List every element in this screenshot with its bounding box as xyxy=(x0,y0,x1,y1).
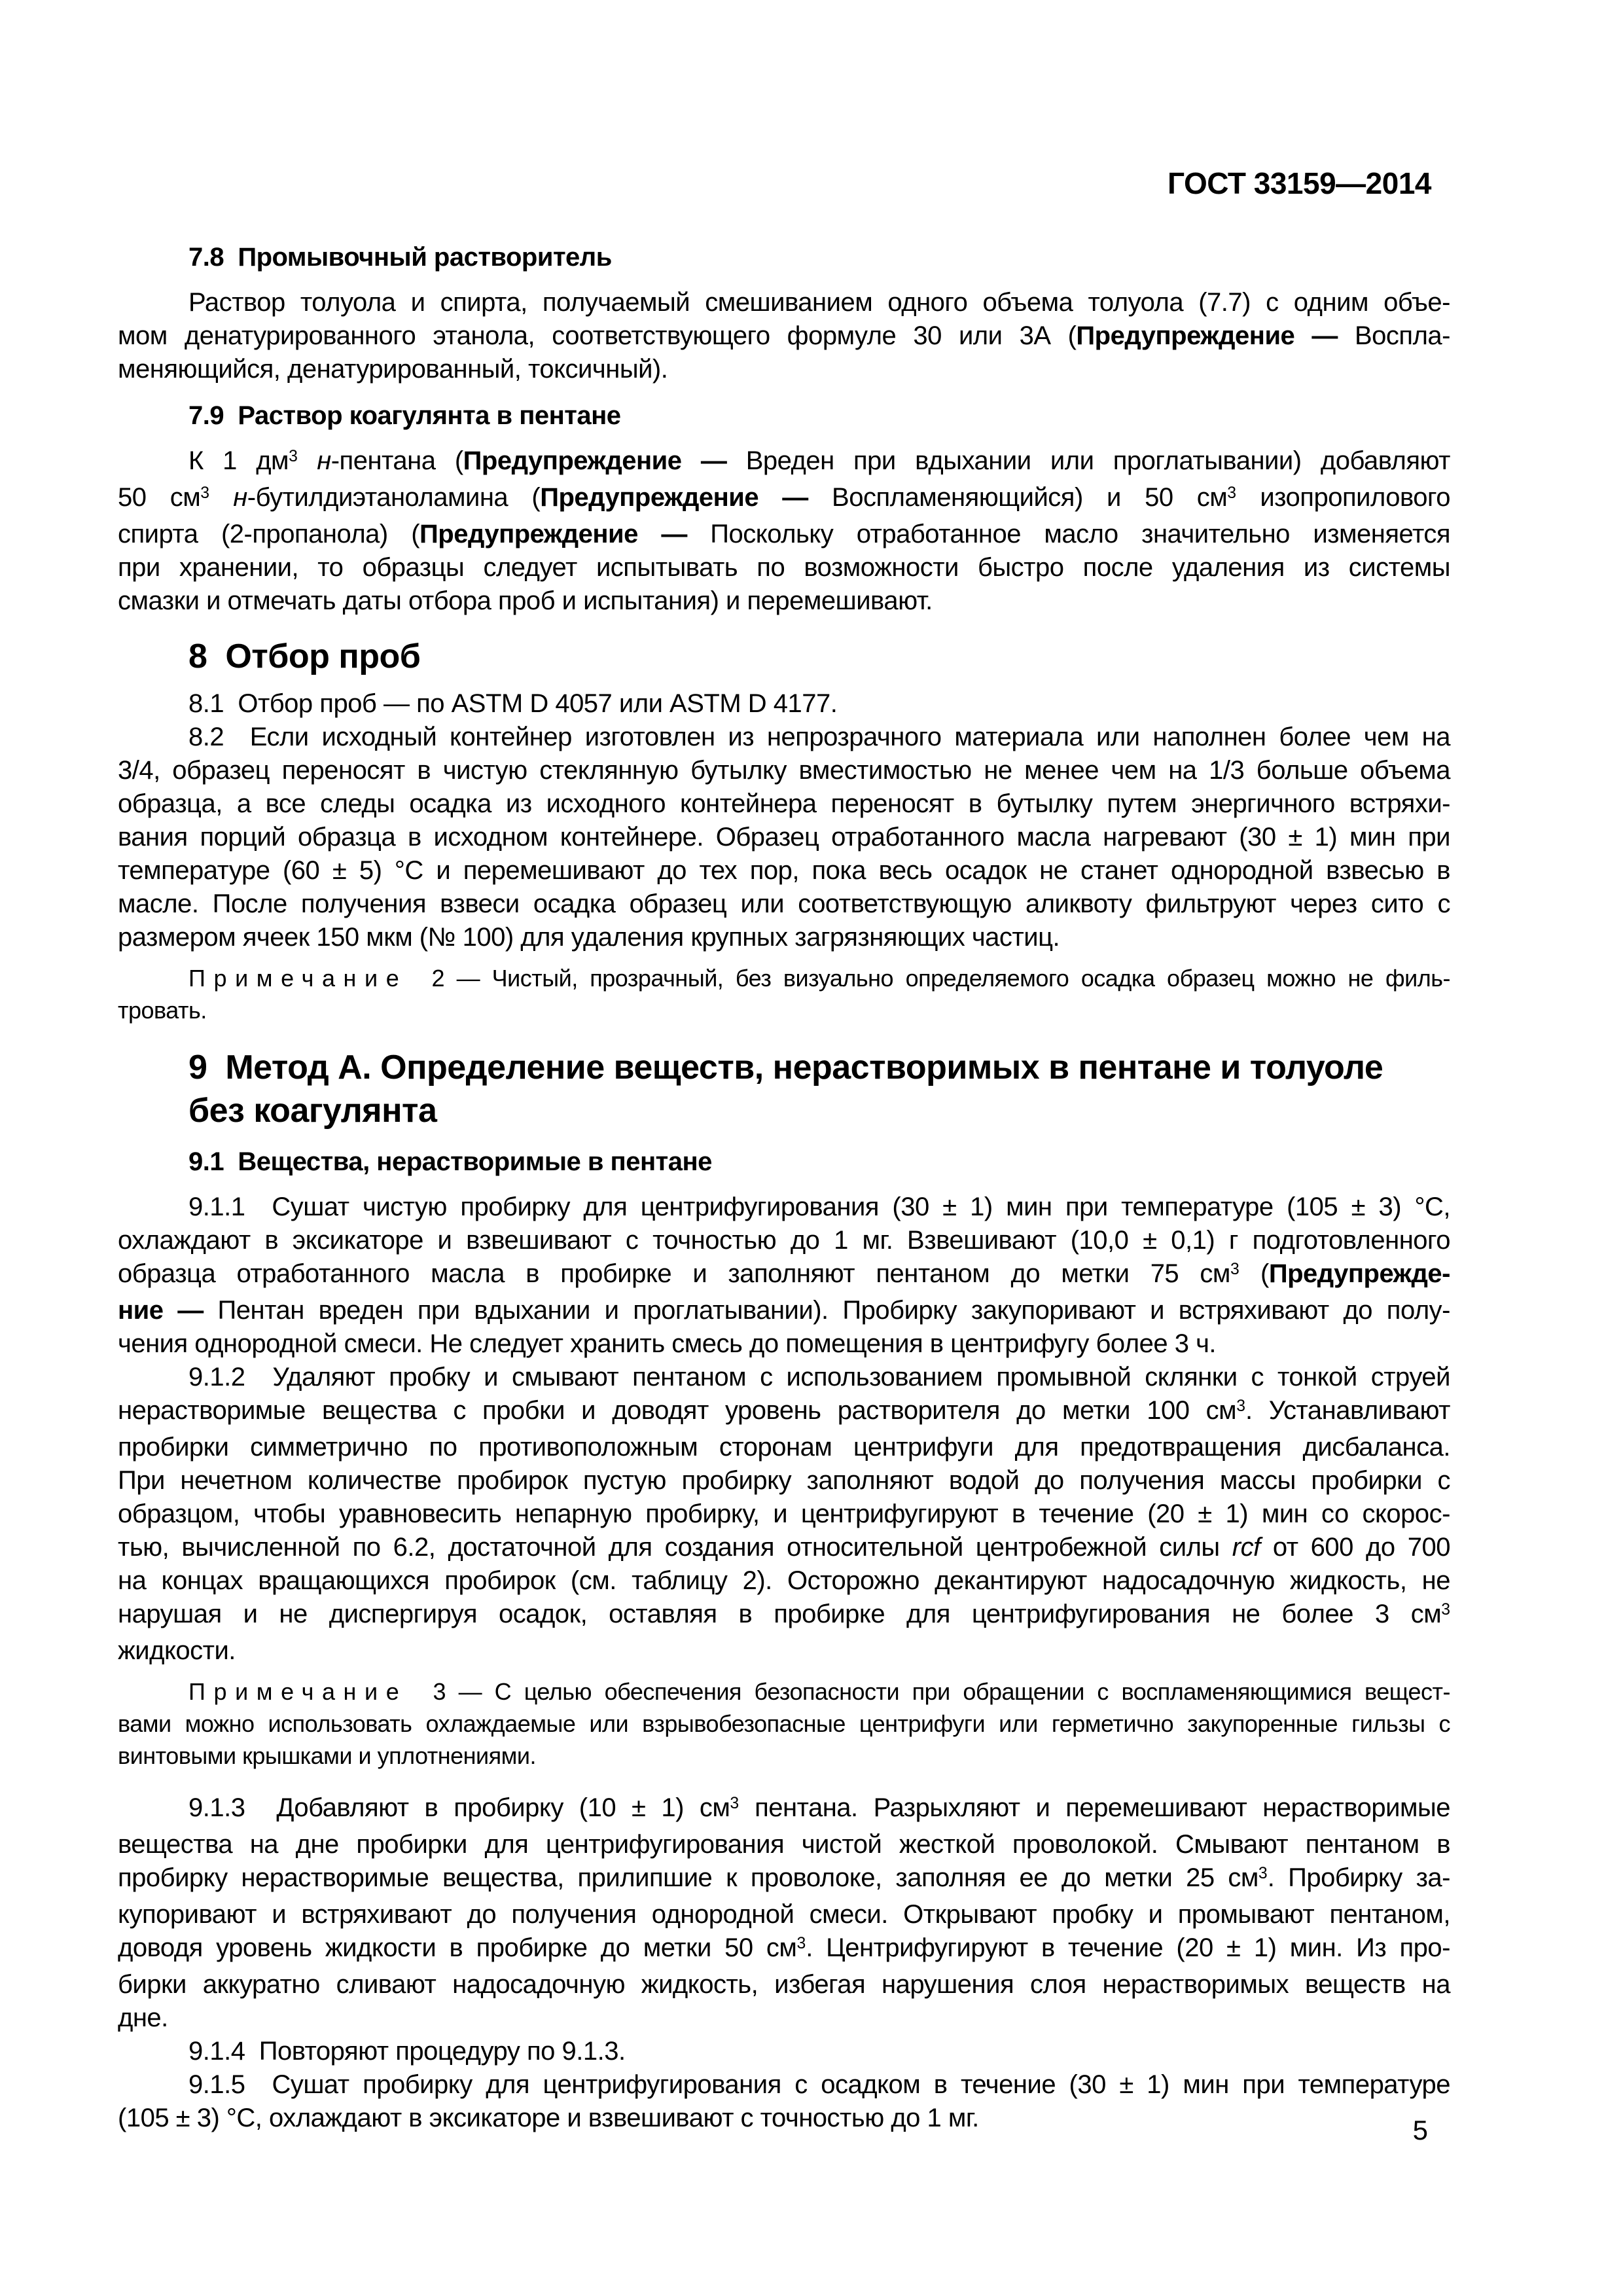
text-run: Предупреждение — xyxy=(419,520,687,548)
text-line xyxy=(118,721,1450,754)
text-run: 3 xyxy=(1258,1864,1268,1882)
document-code: ГОСТ 33159—2014 xyxy=(1168,166,1431,200)
para-9-1-5 xyxy=(118,2068,1450,2135)
text-run: ( xyxy=(1239,1259,1269,1288)
text-run: 9.1.3 Добавляют в пробирку (10 ± 1) см xyxy=(188,1793,730,1822)
text-run: -пентана ( xyxy=(330,446,463,475)
text-line xyxy=(118,481,1450,518)
text-run: изопропилового xyxy=(1236,483,1450,512)
text-run: 8 Отбор проб xyxy=(188,637,421,675)
text-run: 50 см xyxy=(118,483,201,512)
text-run: 9.1 Вещества, нерастворимые в пентане xyxy=(188,1147,712,1176)
text-run: Примечание xyxy=(188,1678,408,1705)
text-line xyxy=(118,584,1450,618)
text-run: охлаждают в эксикаторе и взвешивают с точностью до 1 мг. Взвешивают (10,0 ± 0,1) г подготовленного xyxy=(118,1226,1450,1255)
text-line xyxy=(118,1564,1450,1598)
text-line xyxy=(118,821,1450,854)
text-line xyxy=(118,2001,1450,2035)
text-line xyxy=(118,1931,1450,1968)
text-run: тровать. xyxy=(118,997,207,1024)
para-7-8 xyxy=(118,286,1450,386)
text-line xyxy=(118,1464,1450,1498)
text-run: 9.1.2 Удаляют пробку и смывают пентаном с использованием промывной склянки с тонкой струей xyxy=(188,1363,1450,1391)
text-run: бирки аккуратно сливают надосадочную жидкость, избегая нарушения слоя нерастворимых веществ на xyxy=(118,1970,1450,1999)
text-run: Раствор толуола и спирта, получаемый смешиванием одного объема толуола (7.7) с одним объе- xyxy=(188,288,1450,317)
text-run: образцом, чтобы уравновесить непарную пробирку, и центрифугируют в течение (20 ± 1) мин со скорос- xyxy=(118,1499,1450,1528)
text-run: тью, вычисленной по 6.2, достаточной для создания относительной центробежной силы xyxy=(118,1533,1232,1562)
text-line xyxy=(118,319,1450,353)
chapter-8 xyxy=(118,635,1450,678)
text-run: 3/4, образец переносят в чистую стеклянную бутылку вместимостью не менее чем на 1/3 больше объема xyxy=(118,756,1450,785)
text-run: 9.1.4 Повторяют процедуру по 9.1.3. xyxy=(188,2037,626,2066)
text-line xyxy=(118,551,1450,584)
text-line xyxy=(118,1861,1450,1898)
text-run: Пентан вреден при вдыхании и проглатывании). Пробирку закупоривают и встряхивают до полу- xyxy=(203,1296,1450,1325)
text-run xyxy=(209,483,233,512)
text-line xyxy=(118,1294,1450,1327)
text-line xyxy=(118,1394,1450,1431)
para-9-1-3 xyxy=(118,1791,1450,2035)
text-line xyxy=(118,1740,1450,1772)
text-run: доводя уровень жидкости в пробирке до метки 50 см xyxy=(118,1933,797,1962)
text-line xyxy=(118,2068,1450,2102)
text-run: Воспла- xyxy=(1337,321,1450,350)
text-line xyxy=(118,1531,1450,1564)
text-line xyxy=(118,1828,1450,1861)
text-line xyxy=(118,1224,1450,1257)
para-7-9 xyxy=(118,444,1450,618)
text-run: нерастворимые вещества с пробки и доводят уровень растворителя до метки 100 см xyxy=(118,1396,1237,1425)
text-line xyxy=(118,444,1450,481)
text-run: Вреден при вдыхании или проглатывании) добавляют xyxy=(726,446,1450,475)
text-run: 2 — Чистый, прозрачный, без визуально определяемого осадка образец можно не филь- xyxy=(407,965,1450,992)
text-run: температуре (60 ± 5) °С и перемешивают до тех пор, пока весь осадок не станет однородной взвесью в xyxy=(118,856,1450,885)
text-line xyxy=(118,1676,1450,1708)
text-line xyxy=(118,888,1450,921)
text-run: вещества на дне пробирки для центрифугирования чистой жесткой проволокой. Смывают пентаном в xyxy=(118,1830,1450,1859)
text-run: Предупреждение — xyxy=(540,483,808,512)
text-line xyxy=(118,635,1450,678)
text-run: пробирки симметрично по противоположным сторонам центрифуги для предотвращения дисбаланса. xyxy=(118,1433,1450,1462)
text-run: нарушая и не диспергируя осадок, оставляя в пробирке для центрифугирования не более 3 см xyxy=(118,1600,1442,1628)
text-line xyxy=(118,921,1450,954)
text-run: 9.1.1 Сушат чистую пробирку для центрифугирования (30 ± 1) мин при температуре (105 ± 3) °С, xyxy=(188,1193,1450,1221)
text-run: чения однородной смеси. Не следует хранить смесь до помещения в центрифугу более 3 ч. xyxy=(118,1329,1217,1358)
text-run: н xyxy=(233,483,247,512)
text-run: масле. После получения взвеси осадка образец или соответствующую аликвоту фильтруют через сито с xyxy=(118,889,1450,918)
text-line xyxy=(118,1361,1450,1394)
text-run: размером ячеек 150 мкм (№ 100) для удаления крупных загрязняющих частиц. xyxy=(118,923,1060,952)
text-run: 3 xyxy=(200,484,210,502)
text-run: 3 xyxy=(730,1794,740,1812)
para-8-2 xyxy=(118,721,1450,954)
text-line xyxy=(118,399,1450,433)
text-run: без коагулянта xyxy=(188,1092,437,1130)
text-run: -бутилдиэтаноламина ( xyxy=(247,483,541,512)
text-run: . Пробирку за- xyxy=(1267,1863,1450,1892)
text-line xyxy=(118,1046,1450,1089)
text-run: 8.2 Если исходный контейнер изготовлен из непрозрачного материала или наполнен более чем на xyxy=(188,723,1450,751)
text-line xyxy=(118,1327,1450,1361)
text-run: 3 xyxy=(1236,1397,1245,1415)
text-run: При нечетном количестве пробирок пустую пробирку заполняют водой до получения массы пробирки с xyxy=(118,1466,1450,1495)
para-9-1-2 xyxy=(118,1361,1450,1668)
text-line xyxy=(118,854,1450,888)
text-line xyxy=(118,1634,1450,1668)
text-run: 3 xyxy=(796,1934,806,1952)
text-run: Предупрежде- xyxy=(1268,1259,1450,1288)
page-number: 5 xyxy=(1412,2115,1428,2145)
text-line xyxy=(118,1598,1450,1634)
text-run: Поскольку отработанное масло значительно изменяется xyxy=(687,520,1450,548)
text-line xyxy=(118,1498,1450,1531)
heading-7-9 xyxy=(118,399,1450,433)
text-line xyxy=(118,1791,1450,1828)
text-run: вами можно использовать охлаждаемые или взрывобезопасные центрифуги или герметично закупоренные гильзы с xyxy=(118,1710,1450,1737)
text-run: купоривают и встряхивают до получения однородной смеси. Открывают пробку и промывают пентаном, xyxy=(118,1900,1450,1929)
text-run: от 600 до 700 xyxy=(1260,1533,1450,1562)
text-line xyxy=(118,2102,1450,2135)
text-run: спирта (2-пропанола) ( xyxy=(118,520,420,548)
text-run: образца отработанного масла в пробирке и заполняют пентаном до метки 75 см xyxy=(118,1259,1230,1288)
text-run: Предупреждение — xyxy=(1076,321,1338,350)
text-run: 3 xyxy=(1441,1600,1450,1619)
note-2 xyxy=(118,962,1450,1026)
text-run: (105 ± 3) °С, охлаждают в эксикаторе и взвешивают с точностью до 1 мг. xyxy=(118,2104,979,2132)
text-run: смазки и отмечать даты отбора проб и испытания) и перемешивают. xyxy=(118,586,933,615)
text-line xyxy=(118,518,1450,551)
chapter-9 xyxy=(118,1046,1450,1132)
text-line xyxy=(118,687,1450,721)
para-9-1-4 xyxy=(118,2035,1450,2068)
text-line xyxy=(118,1968,1450,2001)
text-run: 9 Метод А. Определение веществ, нерастворимых в пентане и толуоле xyxy=(188,1049,1383,1086)
text-run: 3 xyxy=(289,447,298,465)
text-line xyxy=(118,994,1450,1026)
text-run xyxy=(298,446,317,475)
para-8-1 xyxy=(118,687,1450,721)
text-run: меняющийся, денатурированный, токсичный). xyxy=(118,355,668,384)
text-run: Предупреждение — xyxy=(463,446,727,475)
para-9-1-1 xyxy=(118,1191,1450,1361)
text-line xyxy=(118,1089,1450,1132)
text-line xyxy=(118,1257,1450,1294)
text-run: н xyxy=(317,446,331,475)
text-run: мом денатурированного этанола, соответствующего формуле 30 или 3А ( xyxy=(118,321,1077,350)
text-run: пробирку нерастворимые вещества, прилипшие к проволоке, заполняя ее до метки 25 см xyxy=(118,1863,1258,1892)
text-run: 9.1.5 Сушат пробирку для центрифугирования с осадком в течение (30 ± 1) мин при температуре xyxy=(188,2070,1450,2099)
text-run: 7.9 Раствор коагулянта в пентане xyxy=(188,401,621,430)
text-run: 3 — С целью обеспечения безопасности при обращении с воспламеняющимися вещест- xyxy=(407,1678,1450,1705)
text-run: пентана. Разрыхляют и перемешивают нерастворимые xyxy=(739,1793,1450,1822)
text-line xyxy=(118,962,1450,994)
text-line xyxy=(118,286,1450,319)
text-run: дне. xyxy=(118,2003,168,2032)
text-run: 7.8 Промывочный растворитель xyxy=(188,243,612,272)
text-run: Воспламеняющийся) и 50 см xyxy=(808,483,1228,512)
text-run: винтовыми крышками и уплотнениями. xyxy=(118,1742,537,1769)
text-run: . Центрифугируют в течение (20 ± 1) мин. Из про- xyxy=(806,1933,1450,1962)
text-run: К 1 дм xyxy=(188,446,289,475)
text-run: вания порций образца в исходном контейнере. Образец отработанного масла нагревают (30 ± 1) мин при xyxy=(118,823,1450,852)
text-run: 3 xyxy=(1227,484,1237,502)
text-line xyxy=(118,754,1450,787)
document-content xyxy=(118,228,1450,2135)
note-3 xyxy=(118,1676,1450,1772)
text-run: на концах вращающихся пробирок (см. таблицу 2). Осторожно декантируют надосадочную жидкость, не xyxy=(118,1566,1450,1595)
text-line xyxy=(118,2035,1450,2068)
text-run: . Устанавливают xyxy=(1245,1396,1450,1425)
text-run: жидкости. xyxy=(118,1636,236,1665)
text-line xyxy=(118,1708,1450,1740)
text-run: rcf xyxy=(1232,1533,1260,1562)
text-run: при хранении, то образцы следует испытывать по возможности быстро после удаления из системы xyxy=(118,553,1450,582)
text-line xyxy=(118,1191,1450,1224)
heading-9-1 xyxy=(118,1145,1450,1179)
heading-7-8 xyxy=(118,241,1450,274)
text-line xyxy=(118,241,1450,274)
text-run: 3 xyxy=(1230,1260,1240,1278)
text-line xyxy=(118,787,1450,821)
text-run: ние — xyxy=(118,1296,204,1325)
text-run: 8.1 Отбор проб — по ASTM D 4057 или ASTM D 4177. xyxy=(188,689,838,718)
text-line xyxy=(118,1898,1450,1931)
text-run: Примечание xyxy=(188,965,408,992)
text-line xyxy=(118,1145,1450,1179)
text-line xyxy=(118,1431,1450,1464)
text-line xyxy=(118,353,1450,386)
text-run: образца, а все следы осадка из исходного контейнера переносят в бутылку путем энергичного встряхи- xyxy=(118,789,1450,818)
